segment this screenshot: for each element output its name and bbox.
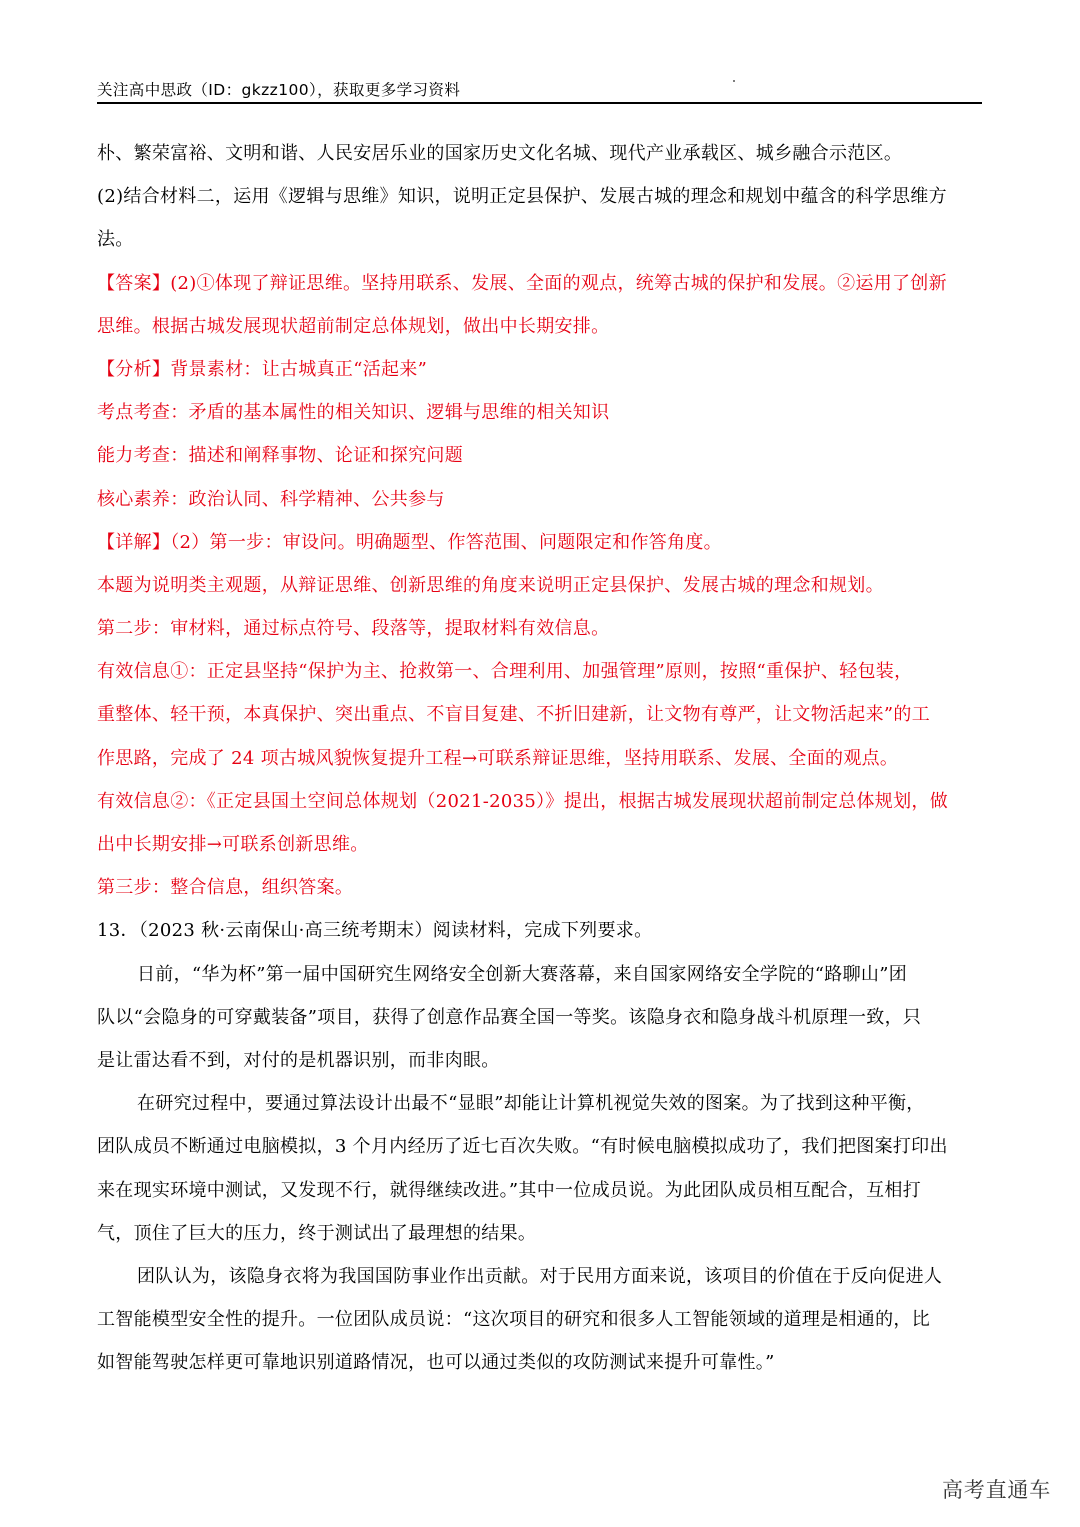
explanation-line: 重整体、轻干预，本真保护、突出重点、不盲目复建、不折旧建新，让文物有尊严，让文物活起来”的工 <box>97 704 930 726</box>
material-line: 来在现实环境中测试，又发现不行，就得继续改进。”其中一位成员说。为此团队成员相互配合，互相打 <box>97 1179 921 1201</box>
watermark-logo-text: 高考直通车 <box>942 1478 1051 1502</box>
header-dot <box>733 80 735 82</box>
page-header <box>97 76 982 104</box>
explanation-line: 第二步：审材料，通过标点符号、段落等，提取材料有效信息。 <box>97 618 610 640</box>
analysis-line: 【分析】背景素材：让古城真正“活起来” <box>97 358 428 380</box>
material-line: 如智能驾驶怎样更可靠地识别道路情况，也可以通过类似的攻防测试来提升可靠性。” <box>97 1352 775 1374</box>
document-body <box>97 132 984 1384</box>
explanation-line: 有效信息②：《正定县国土空间总体规划（2021-2035）》提出，根据古城发展现状超前制定总体规划，做 <box>97 790 948 812</box>
explanation-line: 有效信息①：正定县坚持“保护为主、抢救第一、合理利用、加强管理”原则，按照“重保护、轻包装， <box>97 661 913 683</box>
material-line: 是让雷达看不到，对付的是机器识别，而非肉眼。 <box>97 1049 500 1071</box>
header-text: 关注高中思政（ID：gkzz100），获取更多学习资料 <box>97 81 461 99</box>
material-line: 日前，“华为杯”第一届中国研究生网络安全创新大赛落幕，来自国家网络安全学院的“路聊山”团 <box>137 963 908 985</box>
explanation-line: 出中长期安排→可联系创新思维。 <box>97 834 369 855</box>
material-line: 在研究过程中，要通过算法设计出最不“显眼”却能让计算机视觉失效的图案。为了找到这种平衡， <box>137 1093 925 1115</box>
explanation-line: 【详解】（2）第一步：审设问。明确题型、作答范围、问题限定和作答角度。 <box>97 531 722 553</box>
analysis-line: 考点考查：矛盾的基本属性的相关知识、逻辑与思维的相关知识 <box>97 402 610 424</box>
analysis-line: 能力考查：描述和阐释事物、论证和探究问题 <box>97 445 463 467</box>
material-line: 团队认为，该隐身衣将为我国国防事业作出贡献。对于民用方面来说，该项目的价值在于反向促进人 <box>137 1265 943 1287</box>
explanation-line: 本题为说明类主观题，从辩证思维、创新思维的角度来说明正定县保护、发展古城的理念和规划。 <box>97 574 884 596</box>
question-line: (2)结合材料二，运用《逻辑与思维》知识，说明正定县保护、发展古城的理念和规划中蕴含的科学思维方 <box>97 186 947 208</box>
question-heading: 13．（2023 秋·云南保山·高三统考期末）阅读材料，完成下列要求。 <box>97 920 653 942</box>
material-line: 团队成员不断通过电脑模拟，3 个月内经历了近七百次失败。“有时候电脑模拟成功了，我们把图案打印出 <box>97 1136 948 1158</box>
explanation-line: 作思路，完成了 24 项古城风貌恢复提升工程→可联系辩证思维，坚持用联系、发展、全面的观点。 <box>97 747 899 769</box>
answer-line: 思维。根据古城发展现状超前制定总体规划，做出中长期安排。 <box>97 315 610 337</box>
material-line: 队以“会隐身的可穿戴装备”项目，获得了创意作品赛全国一等奖。该隐身衣和隐身战斗机原理一致，只 <box>97 1006 922 1028</box>
explanation-line: 第三步：整合信息，组织答案。 <box>97 877 354 899</box>
material-line: 工智能模型安全性的提升。一位团队成员说：“这次项目的研究和很多人工智能领域的道理是相通的，比 <box>97 1309 930 1331</box>
text-line: 朴、繁荣富裕、文明和谐、人民安居乐业的国家历史文化名城、现代产业承载区、城乡融合示范区。 <box>97 143 903 164</box>
answer-line: 【答案】(2)①体现了辩证思维。坚持用联系、发展、全面的观点，统筹古城的保护和发展。②运用了创新 <box>97 272 947 294</box>
material-line: 气，顶住了巨大的压力，终于测试出了最理想的结果。 <box>97 1222 537 1244</box>
question-line: 法。 <box>97 229 134 251</box>
analysis-line: 核心素养：政治认同、科学精神、公共参与 <box>97 488 445 510</box>
